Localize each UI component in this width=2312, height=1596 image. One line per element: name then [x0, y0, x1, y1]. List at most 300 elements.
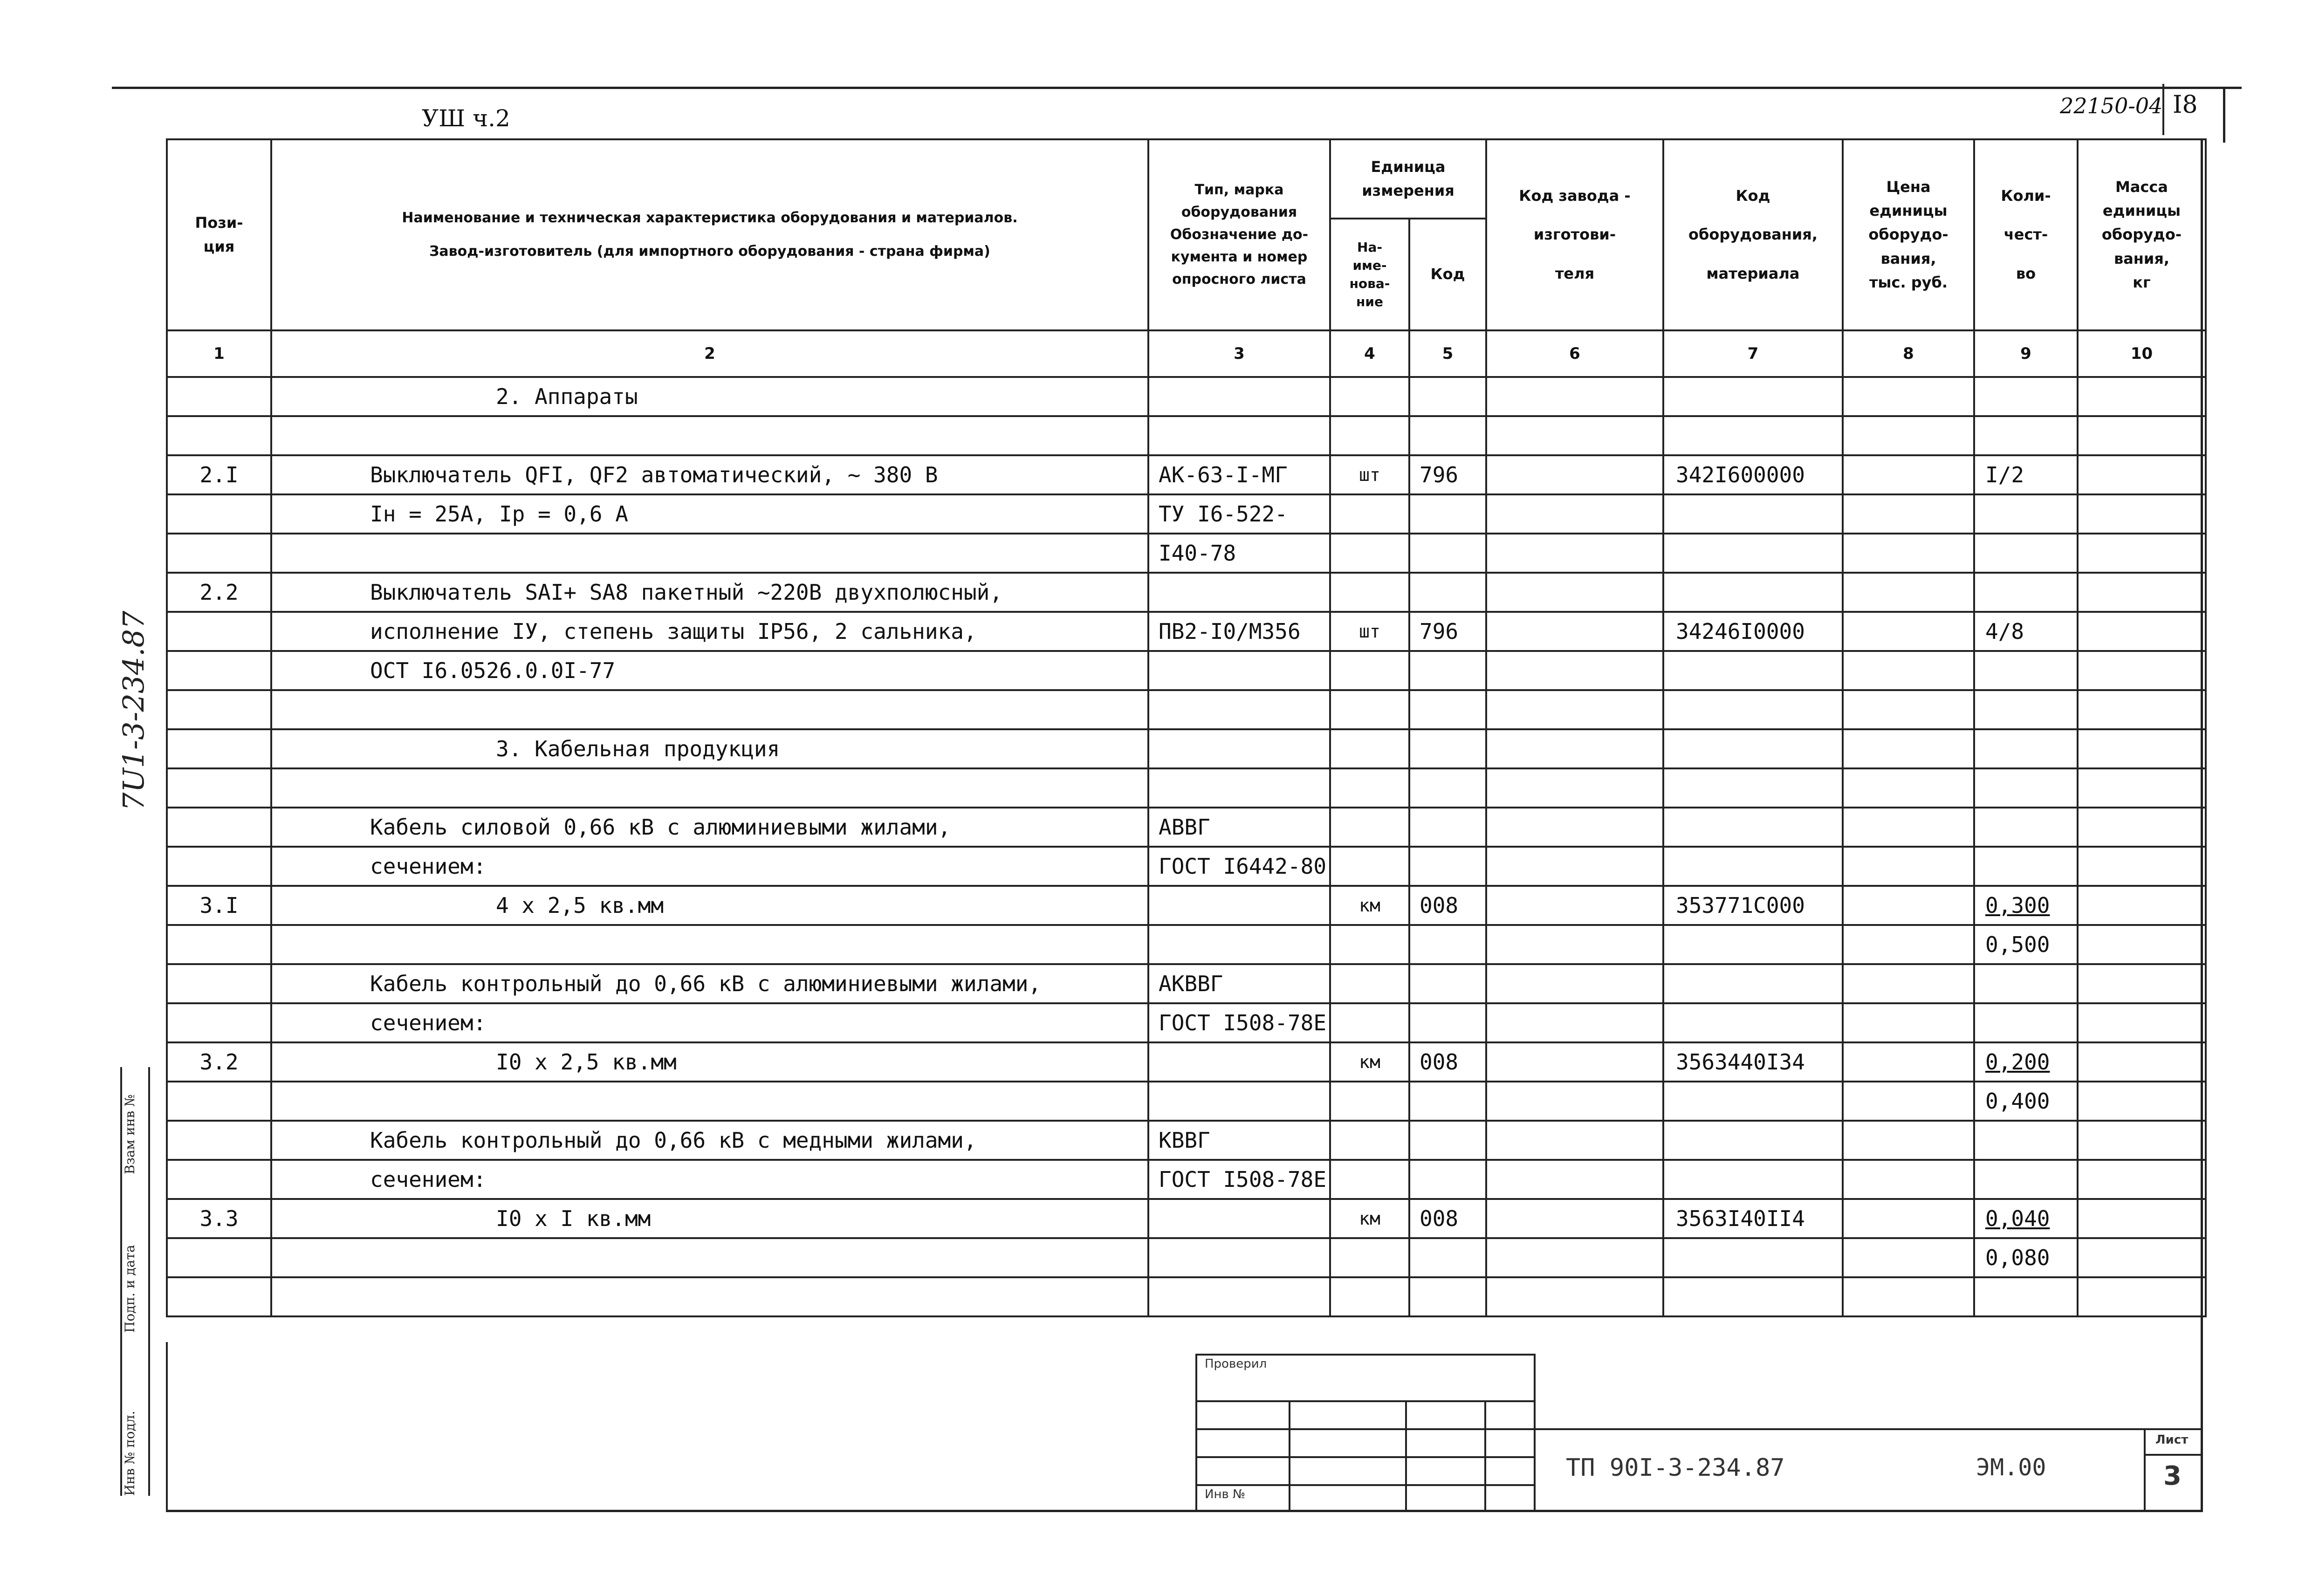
- type-cell: [1148, 1042, 1330, 1082]
- type-cell: [1148, 1238, 1330, 1277]
- quantity-cell: [1974, 729, 2078, 768]
- type-cell: АКВВГ: [1148, 964, 1330, 1003]
- sheet-top-number: I8: [2173, 91, 2198, 119]
- table-row: [167, 612, 2206, 651]
- quantity-cell: [1974, 377, 2078, 416]
- side-doc-label: 7U1-3-234.87: [117, 610, 151, 811]
- table-row: [167, 1042, 2206, 1082]
- col-head-mass: Масса единицы оборудо- вания, кг: [2078, 139, 2206, 330]
- price-cell: [1843, 729, 1974, 768]
- unit-name-cell: [1330, 1160, 1409, 1199]
- material-code-cell: 3563I40II4: [1663, 1199, 1843, 1238]
- unit-name-cell: [1330, 651, 1409, 690]
- name-cell: Кабель силовой 0,66 кВ с алюминиевыми жилами,: [271, 808, 1148, 847]
- name-cell: Выключатель SAI+ SA8 пакетный ~220В двухполюсный,: [271, 573, 1148, 612]
- name-cell: [271, 534, 1148, 573]
- table-row: [167, 729, 2206, 768]
- unit-name-cell: [1330, 768, 1409, 808]
- position-cell: 3.I: [167, 886, 271, 925]
- position-cell: [167, 1238, 271, 1277]
- specification-body: [167, 377, 2206, 1316]
- plant-code-cell: [1486, 494, 1663, 534]
- plant-code-cell: [1486, 1199, 1663, 1238]
- price-cell: [1843, 1160, 1974, 1199]
- col-head-unit-name: На- име- нова- ние: [1330, 219, 1409, 330]
- mass-cell: [2078, 808, 2206, 847]
- price-cell: [1843, 925, 1974, 964]
- plant-code-cell: [1486, 886, 1663, 925]
- type-cell: ТУ I6-522-: [1148, 494, 1330, 534]
- unit-name-cell: [1330, 847, 1409, 886]
- name-cell: сечением:: [271, 1160, 1148, 1199]
- mass-cell: [2078, 1238, 2206, 1277]
- unit-name-cell: [1330, 534, 1409, 573]
- material-code-cell: [1663, 377, 1843, 416]
- price-cell: [1843, 573, 1974, 612]
- unit-code-cell: [1409, 768, 1486, 808]
- price-cell: [1843, 1121, 1974, 1160]
- col-num: 3: [1148, 330, 1330, 377]
- position-cell: [167, 651, 271, 690]
- position-cell: [167, 534, 271, 573]
- quantity-cell: [1974, 690, 2078, 729]
- mass-cell: [2078, 455, 2206, 494]
- quantity-cell: [1974, 1003, 2078, 1042]
- quantity-cell: [1974, 534, 2078, 573]
- stamp-inv-label: Инв № подл.: [122, 1411, 137, 1496]
- col-num: 4: [1330, 330, 1409, 377]
- unit-name-cell: [1330, 690, 1409, 729]
- plant-code-cell: [1486, 808, 1663, 847]
- plant-code-cell: [1486, 847, 1663, 886]
- quantity-cell: [1974, 847, 2078, 886]
- plant-code-cell: [1486, 416, 1663, 455]
- name-cell: I0 х I кв.мм: [271, 1199, 1148, 1238]
- col-head-qty: Коли- чест- во: [1974, 139, 2078, 330]
- sheet-top-divider: [2162, 84, 2164, 135]
- mass-cell: [2078, 494, 2206, 534]
- type-cell: [1148, 416, 1330, 455]
- material-code-cell: [1663, 925, 1843, 964]
- unit-name-cell: [1330, 729, 1409, 768]
- position-cell: [167, 1082, 271, 1121]
- stamp-grid: [1484, 1400, 1486, 1510]
- unit-code-cell: [1409, 690, 1486, 729]
- unit-name-cell: [1330, 377, 1409, 416]
- plant-code-cell: [1486, 925, 1663, 964]
- name-cell: 3. Кабельная продукция: [271, 729, 1148, 768]
- unit-code-cell: 796: [1409, 455, 1486, 494]
- position-cell: [167, 808, 271, 847]
- type-cell: I40-78: [1148, 534, 1330, 573]
- material-code-cell: [1663, 964, 1843, 1003]
- col-head-plant: Код завода - изготови- теля: [1486, 139, 1663, 330]
- material-code-cell: 342I600000: [1663, 455, 1843, 494]
- plant-code-cell: [1486, 1160, 1663, 1199]
- position-cell: [167, 1277, 271, 1316]
- material-code-cell: [1663, 729, 1843, 768]
- plant-code-cell: [1486, 964, 1663, 1003]
- price-cell: [1843, 808, 1974, 847]
- unit-name-cell: шт: [1330, 455, 1409, 494]
- mass-cell: [2078, 534, 2206, 573]
- price-cell: [1843, 847, 1974, 886]
- quantity-cell: 0,400: [1974, 1082, 2078, 1121]
- col-num: 2: [271, 330, 1148, 377]
- unit-name-cell: [1330, 964, 1409, 1003]
- name-cell: [271, 1238, 1148, 1277]
- table-row: [167, 768, 2206, 808]
- unit-code-cell: [1409, 964, 1486, 1003]
- type-cell: [1148, 1082, 1330, 1121]
- quantity-cell: [1974, 1160, 2078, 1199]
- table-row: [167, 455, 2206, 494]
- type-cell: ГОСТ I508-78Е: [1148, 1160, 1330, 1199]
- unit-code-cell: [1409, 494, 1486, 534]
- plant-code-cell: [1486, 612, 1663, 651]
- price-cell: [1843, 651, 1974, 690]
- footer-doc-code: ТП 90I-3-234.87: [1566, 1454, 1785, 1482]
- material-code-cell: [1663, 573, 1843, 612]
- unit-name-cell: км: [1330, 886, 1409, 925]
- unit-name-cell: км: [1330, 1199, 1409, 1238]
- type-cell: [1148, 377, 1330, 416]
- material-code-cell: [1663, 416, 1843, 455]
- stamp-sign-label: Подп. и дата: [122, 1245, 137, 1333]
- unit-name-cell: [1330, 573, 1409, 612]
- mass-cell: [2078, 690, 2206, 729]
- unit-name-cell: [1330, 1082, 1409, 1121]
- quantity-cell: 0,200: [1974, 1042, 2078, 1082]
- position-cell: [167, 768, 271, 808]
- table-row: [167, 690, 2206, 729]
- material-code-cell: [1663, 1003, 1843, 1042]
- unit-code-cell: [1409, 377, 1486, 416]
- col-head-pos: Пози- ция: [167, 139, 271, 330]
- unit-code-cell: 008: [1409, 886, 1486, 925]
- price-cell: [1843, 494, 1974, 534]
- unit-name-cell: [1330, 1277, 1409, 1316]
- position-cell: [167, 1121, 271, 1160]
- quantity-cell: I/2: [1974, 455, 2078, 494]
- sheet-box-left: [2144, 1428, 2146, 1512]
- type-cell: ГОСТ I6442-80: [1148, 847, 1330, 886]
- position-cell: [167, 377, 271, 416]
- type-cell: [1148, 886, 1330, 925]
- unit-name-cell: [1330, 416, 1409, 455]
- table-row: [167, 494, 2206, 534]
- mass-cell: [2078, 1277, 2206, 1316]
- material-code-cell: [1663, 1082, 1843, 1121]
- checked-label: Проверил: [1205, 1357, 1267, 1371]
- mass-cell: [2078, 886, 2206, 925]
- quantity-cell: [1974, 651, 2078, 690]
- quantity-cell: [1974, 573, 2078, 612]
- name-cell: Выключатель QFI, QF2 автоматический, ~ 380 В: [271, 455, 1148, 494]
- plant-code-cell: [1486, 534, 1663, 573]
- plant-code-cell: [1486, 573, 1663, 612]
- col-head-unit-code: Код: [1409, 219, 1486, 330]
- unit-code-cell: [1409, 808, 1486, 847]
- mass-cell: [2078, 729, 2206, 768]
- name-cell: 2. Аппараты: [271, 377, 1148, 416]
- quantity-cell: [1974, 416, 2078, 455]
- table-row: [167, 925, 2206, 964]
- unit-code-cell: [1409, 847, 1486, 886]
- plant-code-cell: [1486, 768, 1663, 808]
- inv-label: Инв №: [1205, 1487, 1246, 1501]
- table-row: [167, 1082, 2206, 1121]
- material-code-cell: [1663, 690, 1843, 729]
- name-cell: [271, 1082, 1148, 1121]
- table-row: [167, 651, 2206, 690]
- table-row: [167, 847, 2206, 886]
- sheet-label: Лист: [2155, 1433, 2189, 1447]
- price-cell: [1843, 768, 1974, 808]
- unit-code-cell: [1409, 1277, 1486, 1316]
- price-cell: [1843, 690, 1974, 729]
- type-cell: АВВГ: [1148, 808, 1330, 847]
- plant-code-cell: [1486, 651, 1663, 690]
- material-code-cell: 3563440I34: [1663, 1042, 1843, 1082]
- mass-cell: [2078, 1160, 2206, 1199]
- price-cell: [1843, 1277, 1974, 1316]
- material-code-cell: [1663, 1160, 1843, 1199]
- material-code-cell: [1663, 1238, 1843, 1277]
- table-row: [167, 1199, 2206, 1238]
- position-cell: [167, 416, 271, 455]
- position-cell: 3.2: [167, 1042, 271, 1082]
- table-row: [167, 808, 2206, 847]
- type-cell: ГОСТ I508-78Е: [1148, 1003, 1330, 1042]
- unit-name-cell: [1330, 1121, 1409, 1160]
- table-row: [167, 1277, 2206, 1316]
- material-code-cell: 353771C000: [1663, 886, 1843, 925]
- table-row: [167, 964, 2206, 1003]
- mass-cell: [2078, 768, 2206, 808]
- unit-code-cell: [1409, 1003, 1486, 1042]
- position-cell: [167, 494, 271, 534]
- col-num: 7: [1663, 330, 1843, 377]
- type-cell: [1148, 690, 1330, 729]
- type-cell: [1148, 1277, 1330, 1316]
- unit-name-cell: [1330, 808, 1409, 847]
- price-cell: [1843, 1199, 1974, 1238]
- name-cell: [271, 925, 1148, 964]
- price-cell: [1843, 1238, 1974, 1277]
- frame-left-lower: [166, 1342, 168, 1510]
- plant-code-cell: [1486, 729, 1663, 768]
- position-cell: [167, 1003, 271, 1042]
- table-row: [167, 886, 2206, 925]
- plant-code-cell: [1486, 1042, 1663, 1082]
- price-cell: [1843, 612, 1974, 651]
- col-head-name: Наименование и техническая характеристика оборудования и материалов. Завод-изготовитель (для импортного оборудования - страна фирма): [271, 139, 1148, 330]
- name-cell: Кабель контрольный до 0,66 кВ с алюминиевыми жилами,: [271, 964, 1148, 1003]
- quantity-cell: [1974, 768, 2078, 808]
- col-num: 8: [1843, 330, 1974, 377]
- title-block-top: [1534, 1428, 2202, 1430]
- material-code-cell: [1663, 494, 1843, 534]
- material-code-cell: [1663, 1121, 1843, 1160]
- mass-cell: [2078, 416, 2206, 455]
- type-cell: [1148, 573, 1330, 612]
- price-cell: [1843, 964, 1974, 1003]
- unit-name-cell: [1330, 925, 1409, 964]
- type-cell: [1148, 768, 1330, 808]
- col-head-material: Код оборудования, материала: [1663, 139, 1843, 330]
- doc-ref: 22150-04: [2060, 93, 2163, 118]
- position-cell: [167, 729, 271, 768]
- name-cell: Iн = 25А, Iр = 0,6 А: [271, 494, 1148, 534]
- name-cell: [271, 416, 1148, 455]
- material-code-cell: [1663, 808, 1843, 847]
- col-head-unit: Единица измерения: [1330, 139, 1486, 219]
- col-num: 1: [167, 330, 271, 377]
- mass-cell: [2078, 612, 2206, 651]
- unit-name-cell: км: [1330, 1042, 1409, 1082]
- name-cell: [271, 768, 1148, 808]
- plant-code-cell: [1486, 1238, 1663, 1277]
- unit-code-cell: [1409, 1082, 1486, 1121]
- quantity-cell: [1974, 1121, 2078, 1160]
- type-cell: КВВГ: [1148, 1121, 1330, 1160]
- frame-bottom: [166, 1510, 2202, 1512]
- price-cell: [1843, 534, 1974, 573]
- stamp-grid: [1195, 1354, 1536, 1356]
- name-cell: [271, 1277, 1148, 1316]
- column-number-row: [167, 330, 2206, 377]
- quantity-cell: [1974, 494, 2078, 534]
- position-cell: 2.2: [167, 573, 271, 612]
- col-head-price: Цена единицы оборудо- вания, тыс. руб.: [1843, 139, 1974, 330]
- quantity-cell: [1974, 1277, 2078, 1316]
- section-label: УШ ч.2: [422, 105, 510, 132]
- type-cell: [1148, 925, 1330, 964]
- quantity-cell: 0,040: [1974, 1199, 2078, 1238]
- plant-code-cell: [1486, 455, 1663, 494]
- mass-cell: [2078, 847, 2206, 886]
- price-cell: [1843, 886, 1974, 925]
- quantity-cell: 4/8: [1974, 612, 2078, 651]
- name-cell: 4 х 2,5 кв.мм: [271, 886, 1148, 925]
- price-cell: [1843, 416, 1974, 455]
- unit-code-cell: [1409, 1121, 1486, 1160]
- price-cell: [1843, 455, 1974, 494]
- plant-code-cell: [1486, 690, 1663, 729]
- col-num: 9: [1974, 330, 2078, 377]
- material-code-cell: [1663, 651, 1843, 690]
- material-code-cell: [1663, 1277, 1843, 1316]
- table-row: [167, 377, 2206, 416]
- table-row: [167, 1121, 2206, 1160]
- name-cell: I0 х 2,5 кв.мм: [271, 1042, 1148, 1082]
- unit-name-cell: шт: [1330, 612, 1409, 651]
- position-cell: [167, 847, 271, 886]
- table-row: [167, 1160, 2206, 1199]
- plant-code-cell: [1486, 377, 1663, 416]
- unit-code-cell: [1409, 573, 1486, 612]
- unit-name-cell: [1330, 1238, 1409, 1277]
- unit-code-cell: 008: [1409, 1199, 1486, 1238]
- position-cell: [167, 1160, 271, 1199]
- col-num: 6: [1486, 330, 1663, 377]
- top-right-rule: [2223, 87, 2225, 143]
- name-cell: сечением:: [271, 1003, 1148, 1042]
- mass-cell: [2078, 1082, 2206, 1121]
- stamp-grid: [1195, 1354, 1197, 1510]
- table-row: [167, 534, 2206, 573]
- frame-right: [2201, 138, 2203, 1512]
- unit-code-cell: [1409, 1160, 1486, 1199]
- mass-cell: [2078, 1121, 2206, 1160]
- mass-cell: [2078, 1042, 2206, 1082]
- name-cell: Кабель контрольный до 0,66 кВ с медными жилами,: [271, 1121, 1148, 1160]
- mass-cell: [2078, 651, 2206, 690]
- price-cell: [1843, 1082, 1974, 1121]
- mass-cell: [2078, 1199, 2206, 1238]
- mass-cell: [2078, 925, 2206, 964]
- left-stamp-inner: [148, 1067, 150, 1496]
- stamp-grid: [1405, 1400, 1407, 1510]
- col-num: 5: [1409, 330, 1486, 377]
- sheet-box-mid: [2144, 1454, 2202, 1456]
- mass-cell: [2078, 377, 2206, 416]
- plant-code-cell: [1486, 1082, 1663, 1121]
- name-cell: [271, 690, 1148, 729]
- top-rule: [112, 87, 2242, 89]
- unit-code-cell: [1409, 1238, 1486, 1277]
- stamp-grid: [1534, 1354, 1536, 1510]
- mass-cell: [2078, 964, 2206, 1003]
- quantity-cell: [1974, 964, 2078, 1003]
- quantity-cell: [1974, 808, 2078, 847]
- unit-name-cell: [1330, 1003, 1409, 1042]
- price-cell: [1843, 1042, 1974, 1082]
- unit-name-cell: [1330, 494, 1409, 534]
- plant-code-cell: [1486, 1121, 1663, 1160]
- stamp-grid: [1289, 1400, 1290, 1510]
- unit-code-cell: [1409, 416, 1486, 455]
- mass-cell: [2078, 1003, 2206, 1042]
- material-code-cell: [1663, 534, 1843, 573]
- unit-code-cell: [1409, 729, 1486, 768]
- price-cell: [1843, 1003, 1974, 1042]
- position-cell: [167, 964, 271, 1003]
- name-cell: исполнение IУ, степень защиты IP56, 2 сальника,: [271, 612, 1148, 651]
- position-cell: 3.3: [167, 1199, 271, 1238]
- material-code-cell: [1663, 847, 1843, 886]
- unit-code-cell: [1409, 534, 1486, 573]
- specification-table: [166, 138, 2207, 1317]
- position-cell: [167, 925, 271, 964]
- quantity-cell: 0,080: [1974, 1238, 2078, 1277]
- material-code-cell: 34246I0000: [1663, 612, 1843, 651]
- name-cell: ОСТ I6.0526.0.0I-77: [271, 651, 1148, 690]
- quantity-cell: 0,500: [1974, 925, 2078, 964]
- sheet-number: 3: [2163, 1461, 2182, 1491]
- stamp-replace-label: Взам инв №: [122, 1094, 137, 1174]
- position-cell: [167, 690, 271, 729]
- unit-code-cell: [1409, 925, 1486, 964]
- mass-cell: [2078, 573, 2206, 612]
- table-row: [167, 416, 2206, 455]
- col-num: 10: [2078, 330, 2206, 377]
- footer-section-code: ЭМ.00: [1976, 1454, 2046, 1481]
- table-row: [167, 1003, 2206, 1042]
- plant-code-cell: [1486, 1003, 1663, 1042]
- plant-code-cell: [1486, 1277, 1663, 1316]
